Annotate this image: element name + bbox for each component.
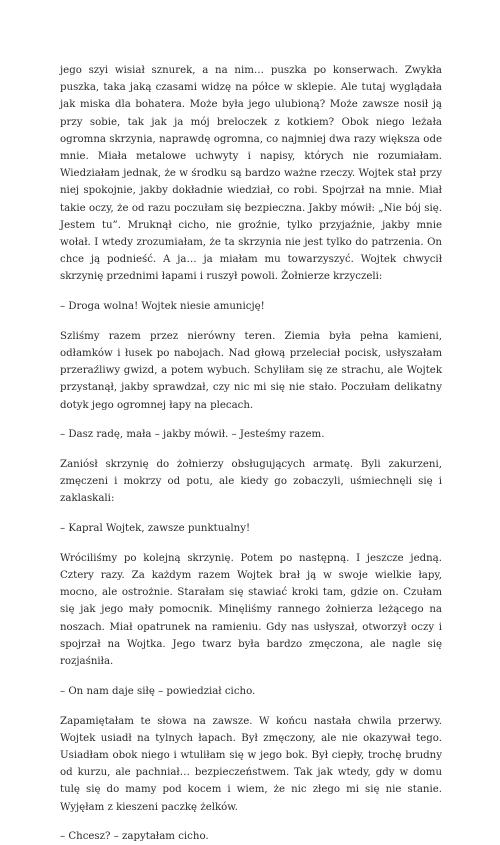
dialogue-line: – Chcesz? – zapytałam cicho. [60, 831, 209, 843]
dialogue-line: – Kapral Wojtek, zawsze punktualny! [60, 523, 251, 535]
paragraph: jego szyi wisiał sznurek, a na nim… puszka po konserwach. Zwykła puszka, taka jaką czasami widzę na półce w sklepie. Ale tutaj wyglądała jak miska dla bohatera. Może była jego ulubioną? Może zawsze nosił ją przy sobie, tak jak ja mój breloczek z kotkiem? Obok niego leżała ogromna skrzynia, naprawdę ogromna, co najmniej dwa razy większa ode mnie. Miała metalowe uchwyty i napisy, których nie rozumiałam. Wiedziałam jednak, że w środku są bardzo ważne rzeczy. Wojtek stał przy niej spokojnie, jakby dokładnie wiedział, co robi. Spojrzał na mnie. Miał takie oczy, że od razu poczułam się bezpieczna. Jakby mówił: „Nie bój się. Jestem tu”. Mruknął cicho, nie groźnie, tylko przyjaźnie, jakby mnie wołał. I wtedy zrozumiałam, że ta skrzynia nie jest tylko do patrzenia. On chce ją podnieść. A ja… ja miałam mu towarzyszyć. Wojtek chwycił skrzynię przednimi łapami i ruszył powoli. Żołnierze krzyczeli: [60, 65, 442, 283]
paragraph: Szliśmy razem przez nierówny teren. Ziemia była pełna kamieni, odłamków i łusek po nabojach. Nad głową przeleciał pocisk, usłyszałam przeraźliwy gwizd, a potem wybuch. Schyliłam się ze strachu, ale Wojtek przystanął, jakby sprawdzał, czy nic mi się nie stało. Poczułam delikatny dotyk jego ogromnej łapy na plecach. [60, 330, 442, 411]
dialogue-line: – On nam daje siłę – powiedział cicho. [60, 685, 256, 697]
dialogue-line: – Dasz radę, mała – jakby mówił. – Jesteśmy razem. [60, 429, 325, 441]
paragraph: Zapamiętałam te słowa na zawsze. W końcu nastała chwila przerwy. Wojtek usiadł na tylnych łapach. Był zmęczony, ale nie okazywał tego. Usiadłam obok niego i wtuliłam się w jego bok. Był ciepły, trochę brudny od kurzu, ale pachniał… bezpieczeństwem. Tak jak wtedy, gdy w domu tulę się do mamy pod kocem i wiem, że nic złego mi się nie stanie. Wyjęłam z kieszeni paczkę żelków. [60, 715, 442, 813]
paragraph: Zaniósł skrzynię do żołnierzy obsługujących armatę. Byli zakurzeni, zmęczeni i mokrzy od potu, ale kiedy go zobaczyli, uśmiechnęli się i zaklaskali: [60, 459, 442, 505]
paragraph: Wróciliśmy po kolejną skrzynię. Potem po następną. I jeszcze jedną. Cztery razy. Za każdym razem Wojtek brał ją w swoje wielkie łapy, mocno, ale ostrożnie. Starałam się stawiać kroki tam, gdzie on. Czułam się jak jego mały pomocnik. Minęliśmy rannego żołnierza leżącego na noszach. Miał opatrunek na ramieniu. Gdy nas usłyszał, otworzył oczy i spojrzał na Wojtka. Jego twarz była bardzo zmęczona, ale nagle się rozjaśniła. [60, 552, 442, 668]
dialogue-line: – Droga wolna! Wojtek niesie amunicję! [60, 301, 265, 313]
